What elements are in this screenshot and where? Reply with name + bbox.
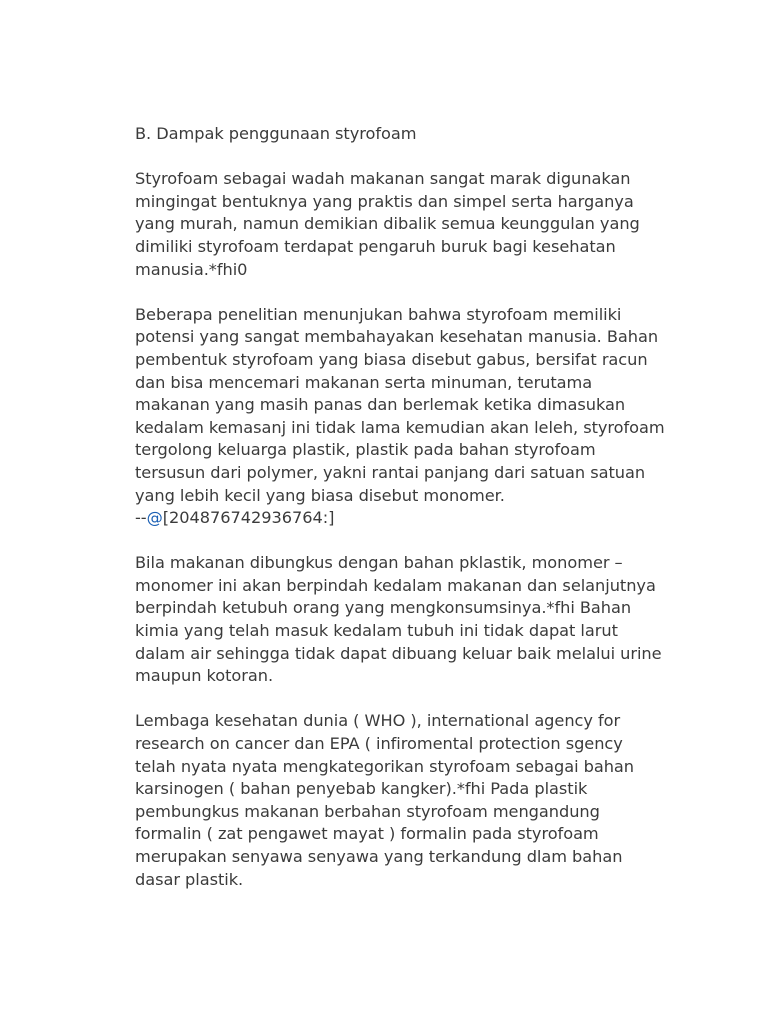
paragraph-line: tersusun dari polymer, yakni rantai panjang dari satuan satuan (135, 462, 646, 482)
document-page (135, 123, 695, 891)
paragraph-line: Lembaga kesehatan dunia ( WHO ), international agency for (135, 711, 621, 731)
paragraph-line: manusia.*fhi0 (135, 259, 248, 279)
paragraph-line: yang murah, namun demikian dibalik semua keunggulan yang (135, 214, 640, 234)
paragraph-line: dan bisa mencemari makanan serta minuman, terutama (135, 372, 593, 392)
paragraph-line: mingingat bentuknya yang praktis dan simpel serta harganya (135, 191, 634, 211)
paragraph-line: telah nyata nyata mengkategorikan styrofoam sebagai bahan (135, 756, 635, 776)
paragraph-gap (135, 281, 695, 304)
paragraph-line: Styrofoam sebagai wadah makanan sangat marak digunakan (135, 169, 631, 189)
paragraph-line: Beberapa penelitian menunjukan bahwa styrofoam memiliki (135, 304, 622, 324)
paragraph-line: makanan yang masih panas dan berlemak ketika dimasukan (135, 395, 626, 415)
paragraph-line: dasar plastik. (135, 869, 244, 889)
paragraph-line: Bila makanan dibungkus dengan bahan pklastik, monomer – (135, 553, 623, 573)
section-heading: B. Dampak penggunaan styrofoam (135, 124, 417, 143)
mention-prefix: -- (135, 508, 147, 528)
paragraph-3 (135, 552, 695, 688)
paragraph-line: kimia yang telah masuk kedalam tubuh ini tidak dapat larut (135, 621, 618, 641)
paragraph-1 (135, 168, 695, 281)
paragraph-line: formalin ( zat pengawet mayat ) formalin pada styrofoam (135, 824, 599, 844)
paragraph-line: maupun kotoran. (135, 666, 274, 686)
paragraph-4 (135, 710, 695, 891)
paragraph-gap (135, 146, 695, 169)
paragraph-line: research on cancer dan EPA ( infiromental protection sgency (135, 734, 623, 754)
paragraph-line: dimiliki styrofoam terdapat pengaruh buruk bagi kesehatan (135, 236, 616, 256)
paragraph-line: karsinogen ( bahan penyebab kangker).*fhi Pada plastik (135, 779, 588, 799)
paragraph-line: dalam air sehingga tidak dapat dibuang keluar baik melalui urine (135, 643, 662, 663)
paragraph-line: potensi yang sangat membahayakan kesehatan manusia. Bahan (135, 327, 659, 347)
paragraph-line: tergolong keluarga plastik, plastik pada bahan styrofoam (135, 440, 596, 460)
paragraph-line: yang lebih kecil yang biasa disebut monomer. (135, 485, 505, 505)
paragraph-gap (135, 688, 695, 711)
paragraph-gap (135, 530, 695, 553)
paragraph-line: pembentuk styrofoam yang biasa disebut gabus, bersifat racun (135, 349, 648, 369)
mention-link[interactable]: @ (146, 508, 163, 528)
paragraph-line: monomer ini akan berpindah kedalam makanan dan selanjutnya (135, 575, 656, 595)
paragraph-2 (135, 304, 695, 530)
paragraph-line: kedalam kemasanj ini tidak lama kemudian akan leleh, styrofoam (135, 417, 665, 437)
mention-id: [204876742936764:] (162, 508, 335, 528)
paragraph-line: merupakan senyawa senyawa yang terkandung dlam bahan (135, 847, 623, 866)
paragraph-line: pembungkus makanan berbahan styrofoam mengandung (135, 801, 600, 821)
mention-line (135, 507, 695, 530)
paragraph-line: berpindah ketubuh orang yang mengkonsumsinya.*fhi Bahan (135, 598, 632, 618)
